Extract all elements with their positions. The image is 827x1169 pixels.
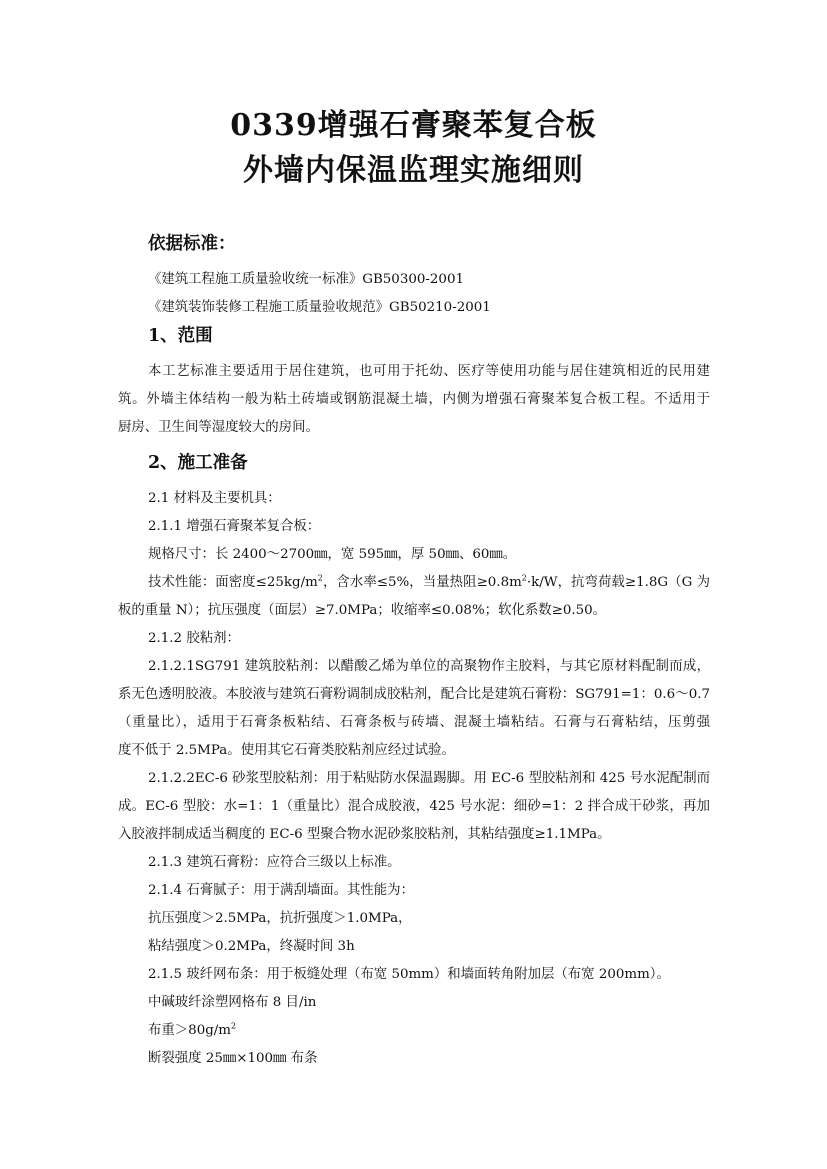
- section-2-1-5: 2.1.5 玻纤网布条：用于板缝处理（布宽 50mm）和墙面转角附加层（布宽 200mm）。: [148, 967, 670, 982]
- ec6-line-1: 2.1.2.2EC-6 砂浆型胶粘剂：用于粘贴防水保温踢脚。用 EC-6 型胶粘剂和 425 号水泥配制而: [148, 771, 710, 786]
- section-2-1-4: 2.1.4 石膏腻子：用于满刮墙面。其性能为：: [148, 883, 414, 898]
- section-2-1-2: 2.1.2 胶粘剂：: [148, 631, 240, 646]
- sg791-line-1: 2.1.2.1SG791 建筑胶粘剂：以醋酸乙烯为单位的高聚物作主胶料，与其它原材料配制而成，: [148, 659, 710, 674]
- scope-heading: 1、范围: [148, 326, 213, 346]
- sg791-line-3: （重量比），适用于石膏条板粘结、石膏条板与砖墙、混凝土墙粘结。石膏与石膏粘结，压剪强: [118, 715, 710, 730]
- standard-2: 《建筑装饰装修工程施工质量验收规范》GB50210-2001: [148, 300, 491, 315]
- document-title-line-1: 0339增强石膏聚苯复合板: [230, 108, 597, 143]
- section-2-1-1: 2.1.1 增强石膏聚苯复合板：: [148, 519, 321, 534]
- scope-line-3: 厨房、卫生间等湿度较大的房间。: [118, 420, 319, 435]
- board-spec: 规格尺寸：长 2400～2700㎜，宽 595㎜，厚 50㎜、60㎜。: [148, 547, 517, 562]
- scope-line-1: 本工艺标准主要适用于居住建筑，也可用于托幼、医疗等使用功能与居住建筑相近的民用建: [148, 364, 710, 379]
- performance-line-2: 板的重量 N）；抗压强度（面层）≥7.0MPa；收缩率≤0.08%；软化系数≥0.50。: [118, 603, 607, 618]
- mesh-strength: 断裂强度 25㎜×100㎜ 布条: [148, 1051, 318, 1066]
- sg791-line-4: 度不低于 2.5MPa。使用其它石膏类胶粘剂应经过试验。: [118, 743, 455, 758]
- document-title-line-2: 外墙内保温监理实施细则: [243, 153, 584, 188]
- prep-heading: 2、施工准备: [148, 453, 248, 473]
- mesh-weight: 布重$>80g/m^2$: [148, 1021, 237, 1038]
- putty-strength: 抗压强度＞2.5MPa，抗折强度＞1.0MPa，: [148, 911, 412, 926]
- section-2-1-3: 2.1.3 建筑石膏粉：应符合三级以上标准。: [148, 855, 401, 870]
- sg791-line-2: 系无色透明胶液。本胶液与建筑石膏粉调制成胶粘剂，配合比是建筑石膏粉：SG791=1：0.6～0.7: [118, 687, 710, 702]
- section-2-1: 2.1 材料及主要机具：: [148, 491, 281, 506]
- scope-line-2: 筑。外墙主体结构一般为粘土砖墙或钢筋混凝土墙，内侧为增强石膏聚苯复合板工程。不适用于: [118, 392, 710, 407]
- mesh-type: 中碱玻纤涂塑网格布 8 目/in: [148, 995, 317, 1010]
- performance-line-1: 技术性能：面密度$\le 25kg/m^2$，含水率≤5%，当量热阻$\ge 0.8m^2\cdot k/W$，抗弯荷载≥1.8G（G 为: [148, 573, 711, 590]
- ec6-line-2: 成。EC-6 型胶：水=1：1（重量比）混合成胶液，425 号水泥：细砂=1：2 拌合成干砂浆，再加: [118, 799, 710, 814]
- ec6-line-3: 入胶液拌制成适当稠度的 EC-6 型聚合物水泥砂浆胶粘剂，其粘结强度≥1.1MPa。: [118, 827, 611, 842]
- basis-heading: 依据标准：: [148, 234, 236, 254]
- standard-1: 《建筑工程施工质量验收统一标准》GB50300-2001: [148, 272, 464, 287]
- putty-bond: 粘结强度＞0.2MPa，终凝时间 3h: [148, 939, 355, 954]
